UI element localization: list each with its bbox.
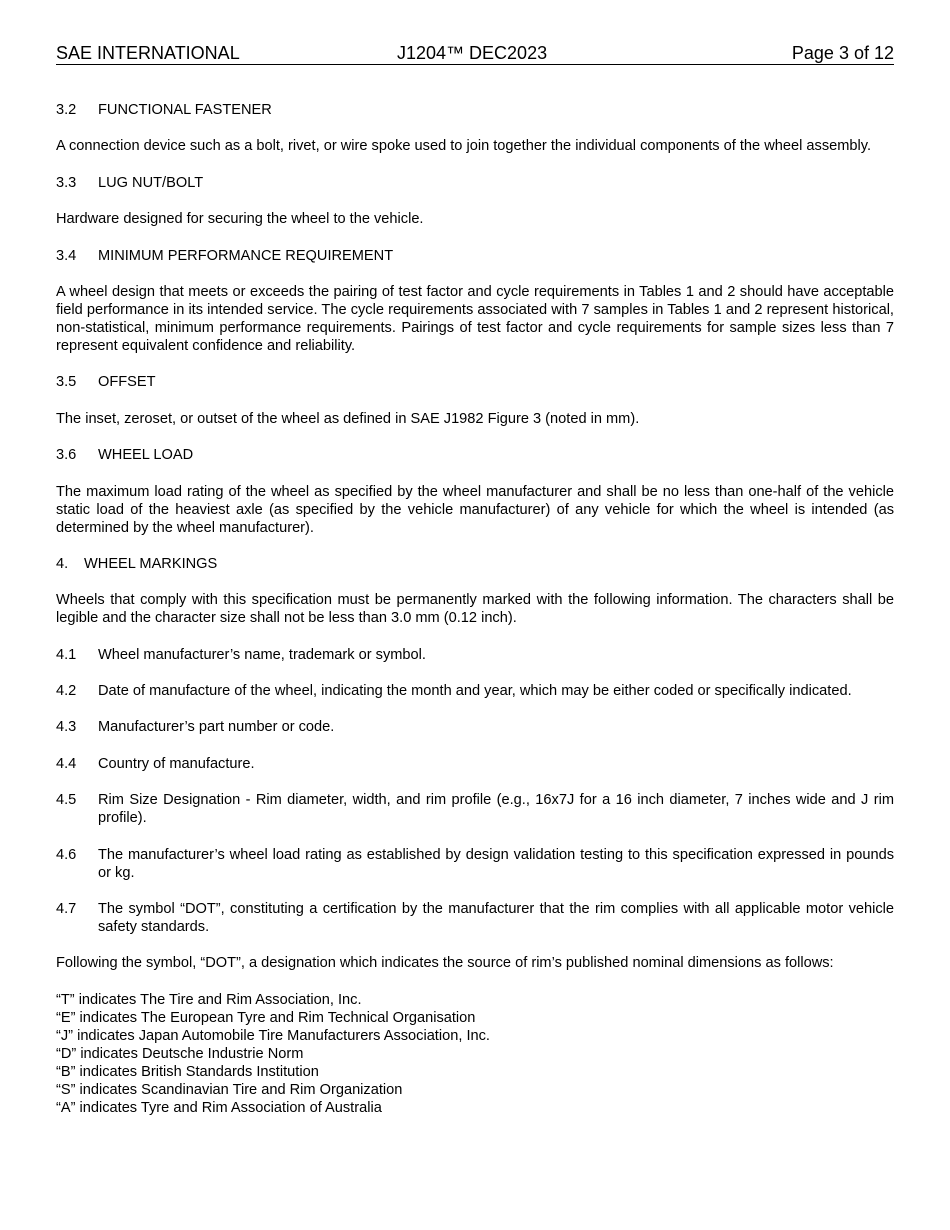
section-paragraph-4: Wheels that comply with this specification must be permanently marked with the following information. The characters shall be legible and the character size shall not be less than 3.0 mm (0.12 inch). [56, 592, 894, 627]
marking-item-4-3 [56, 718, 894, 736]
section-title: FUNCTIONAL FASTENER [98, 102, 272, 118]
item-text: Wheel manufacturer’s name, trademark or symbol. [98, 646, 426, 663]
section-number: 3.2 [56, 102, 77, 118]
section-title: MINIMUM PERFORMANCE REQUIREMENT [98, 247, 394, 264]
section-paragraph-3-3: Hardware designed for securing the wheel to the vehicle. [56, 211, 424, 228]
source-item-t: “T” indicates The Tire and Rim Association, Inc. [56, 991, 362, 1008]
header-page-number: Page 3 of 12 [791, 43, 894, 63]
section-heading-3-5 [56, 373, 894, 391]
section-heading-3-2 [56, 101, 894, 119]
section-title: OFFSET [98, 374, 156, 391]
source-item-e: “E” indicates The European Tyre and Rim Technical Organisation [56, 1009, 476, 1026]
section-number: 4. [56, 555, 69, 572]
item-text: The symbol “DOT”, constituting a certification by the manufacturer that the rim complies with all applicable motor vehicle safety standards. [98, 901, 894, 936]
item-text: Country of manufacture. [98, 755, 255, 772]
section-heading-4 [56, 555, 894, 573]
section-paragraph-3-4: A wheel design that meets or exceeds the pairing of test factor and cycle requirements in Tables 1 and 2 should have acceptable field performance in its intended service. The cycle requirements associated with 7 samples in Tables 1 and 2 represent historical, non-statistical, minimum performance requirements. Pairings of test factor and cycle requirements for sample sizes less than 7 represent equivalent confidence and reliability. [56, 283, 894, 354]
section-heading-3-3 [56, 174, 894, 192]
source-item-b: “B” indicates British Standards Institution [56, 1063, 319, 1080]
section-number: 3.3 [56, 174, 77, 191]
source-item-j: “J” indicates Japan Automobile Tire Manufacturers Association, Inc. [56, 1027, 490, 1044]
marking-item-4-6 [56, 846, 894, 882]
section-paragraph-3-6: The maximum load rating of the wheel as specified by the wheel manufacturer and shall be no less than one-half of the vehicle static load of the heaviest axle (as specified by the vehicle manufacturer) of any vehicle for which the wheel is intended (as determined by the wheel manufacturer). [56, 483, 894, 536]
source-item-s: “S” indicates Scandinavian Tire and Rim Organization [56, 1081, 403, 1098]
item-text: Manufacturer’s part number or code. [98, 719, 335, 736]
rim-source-list [56, 991, 894, 1117]
marking-item-4-4 [56, 755, 894, 773]
body-content [56, 101, 894, 1117]
source-item-d: “D” indicates Deutsche Industrie Norm [56, 1045, 304, 1062]
header-doc-id: J1204™ DEC2023 [397, 43, 548, 63]
item-number: 4.4 [56, 755, 77, 772]
section-number: 3.4 [56, 247, 77, 264]
item-text: Rim Size Designation - Rim diameter, width, and rim profile (e.g., 16x7J for a 16 inch diameter, 7 inches wide and J rim profile). [98, 792, 894, 827]
section-title: WHEEL LOAD [98, 447, 194, 464]
marking-item-4-5 [56, 791, 894, 827]
page-header [56, 43, 894, 65]
marking-item-4-1 [56, 646, 894, 664]
marking-item-4-7 [56, 900, 894, 936]
section-title: WHEEL MARKINGS [84, 555, 218, 572]
section-number: 3.5 [56, 374, 77, 391]
section-number: 3.6 [56, 447, 77, 464]
item-text: Date of manufacture of the wheel, indicating the month and year, which may be either coded or specifically indicated. [98, 683, 852, 700]
item-number: 4.3 [56, 719, 77, 736]
section-heading-3-6 [56, 446, 894, 464]
marking-item-4-2 [56, 682, 894, 700]
following-paragraph: Following the symbol, “DOT”, a designation which indicates the source of rim’s published nominal dimensions as follows: [56, 955, 834, 972]
item-number: 4.7 [56, 901, 77, 918]
source-item-a: “A” indicates Tyre and Rim Association of Australia [56, 1099, 382, 1116]
section-heading-3-4 [56, 247, 894, 265]
item-number: 4.5 [56, 792, 77, 809]
item-text: The manufacturer’s wheel load rating as established by design validation testing to this specification expressed in pounds or kg. [98, 846, 894, 881]
item-number: 4.1 [56, 646, 77, 663]
section-paragraph-3-2: A connection device such as a bolt, rivet, or wire spoke used to join together the individual components of the wheel assembly. [56, 138, 872, 155]
item-number: 4.2 [56, 683, 77, 700]
item-number: 4.6 [56, 846, 77, 863]
section-paragraph-3-5: The inset, zeroset, or outset of the wheel as defined in SAE J1982 Figure 3 (noted in mm). [56, 410, 640, 427]
section-title: LUG NUT/BOLT [98, 174, 204, 191]
header-org: SAE INTERNATIONAL [56, 43, 240, 63]
